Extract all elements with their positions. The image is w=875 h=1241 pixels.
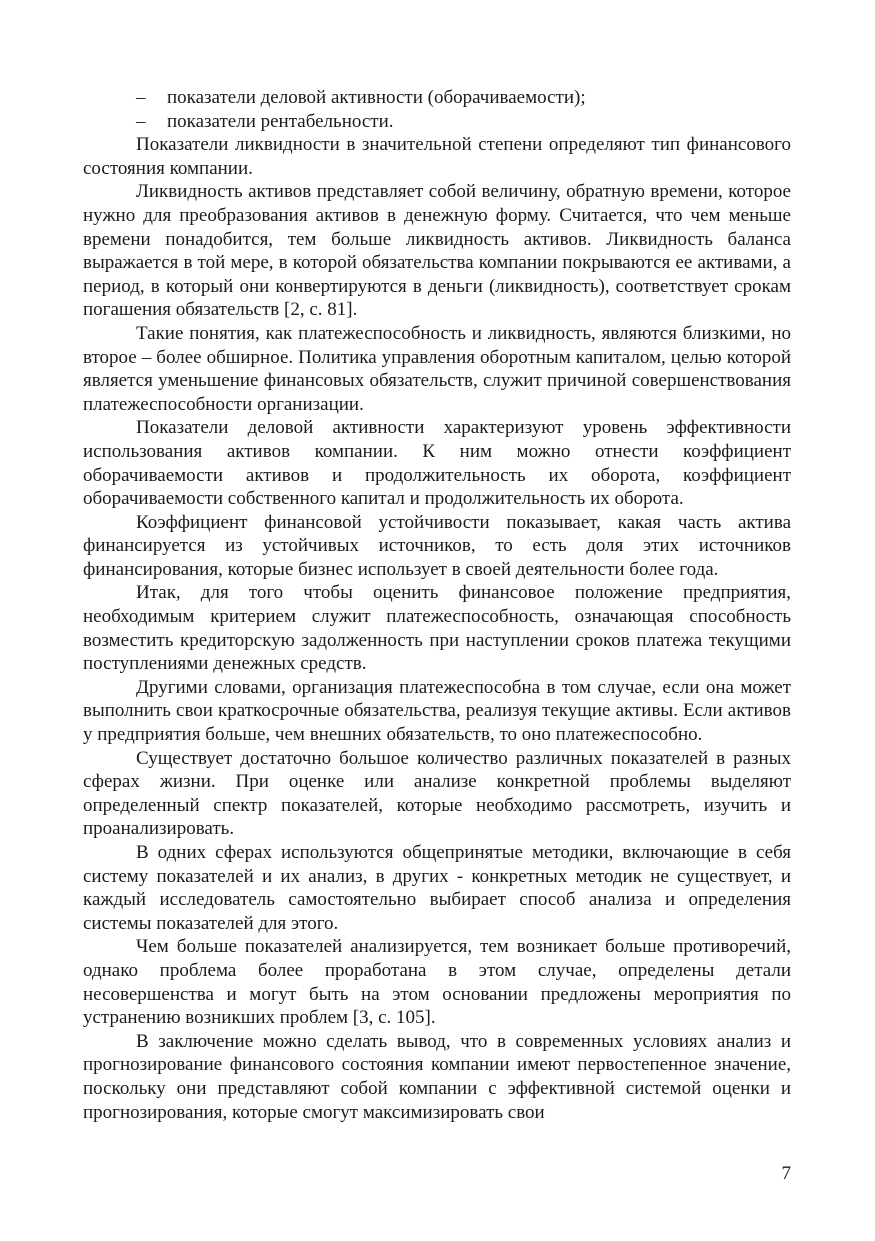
paragraph: Показатели деловой активности характеризуют уровень эффективности использования активов компании. К ним можно отнести коэффициент оборачиваемости активов и продолжительность их оборота, коэффициент оборачиваемости собственного капитал и продолжительность их оборота. <box>83 417 791 510</box>
paragraph: Ликвидность активов представляет собой величину, обратную времени, которое нужно для преобразования активов в денежную форму. Считается, что чем меньше времени понадобится, тем больше ликвидность активов. Ликвидность баланса выражается в той мере, в которой обязательства компании покрываются ее активами, а период, в который они конвертируются в деньги (ликвидность), соответствует срокам погашения обязательств [2, с. 81]. <box>83 181 791 321</box>
list-dash: – <box>136 110 146 132</box>
bullet-text: показатели деловой активности (оборачиваемости); <box>167 87 586 108</box>
text-column <box>83 86 791 1124</box>
paragraph: Чем больше показателей анализируется, тем возникает больше противоречий, однако проблема более проработана в этом случае, определены детали несовершенства и могут быть на этом основании предложены мероприятия по устранению возникших проблем [3, с. 105]. <box>83 936 791 1029</box>
paragraph: Итак, для того чтобы оценить финансовое положение предприятия, необходимым критерием служит платежеспособность, означающая способность возместить кредиторскую задолженность при наступлении сроков платежа текущими поступлениями денежных средств. <box>83 582 791 675</box>
bullet-text: показатели рентабельности. <box>167 110 394 132</box>
paragraph: Такие понятия, как платежеспособность и ликвидность, являются близкими, но второе – более обширное. Политика управления оборотным капиталом, целью которой является уменьшение финансовых обязательств, служит причиной совершенствования платежеспособности организации. <box>83 322 791 415</box>
page-number: 7 <box>781 1163 791 1184</box>
list-dash: – <box>136 87 146 108</box>
paragraph: Коэффициент финансовой устойчивости показывает, какая часть актива финансируется из устойчивых источников, то есть доля этих источников финансирования, которые бизнес использует в своей деятельности более года. <box>83 511 791 580</box>
paragraph: Существует достаточно большое количество различных показателей в разных сферах жизни. При оценке или анализе конкретной проблемы выделяют определенный спектр показателей, которые необходимо рассмотреть, изучить и проанализировать. <box>83 747 791 840</box>
paragraph: В одних сферах используются общепринятые методики, включающие в себя систему показателей и их анализ, в других - конкретных методик не существует, и каждый исследователь самостоятельно выбирает способ анализа и определения системы показателей для этого. <box>83 842 791 934</box>
paragraph: Показатели ликвидности в значительной степени определяют тип финансового состояния компании. <box>83 134 791 179</box>
paragraph: Другими словами, организация платежеспособна в том случае, если она может выполнить свои краткосрочные обязательства, реализуя текущие активы. Если активов у предприятия больше, чем внешних обязательств, то оно платежеспособно. <box>83 676 791 746</box>
bullet-item <box>83 110 791 134</box>
bullet-item <box>83 86 791 110</box>
paragraph: В заключение можно сделать вывод, что в современных условиях анализ и прогнозирование финансового состояния компании имеют первостепенное значение, поскольку они представляют собой компании с эффективной системой оценки и прогнозирования, которые смогут максимизировать свои <box>83 1030 791 1123</box>
